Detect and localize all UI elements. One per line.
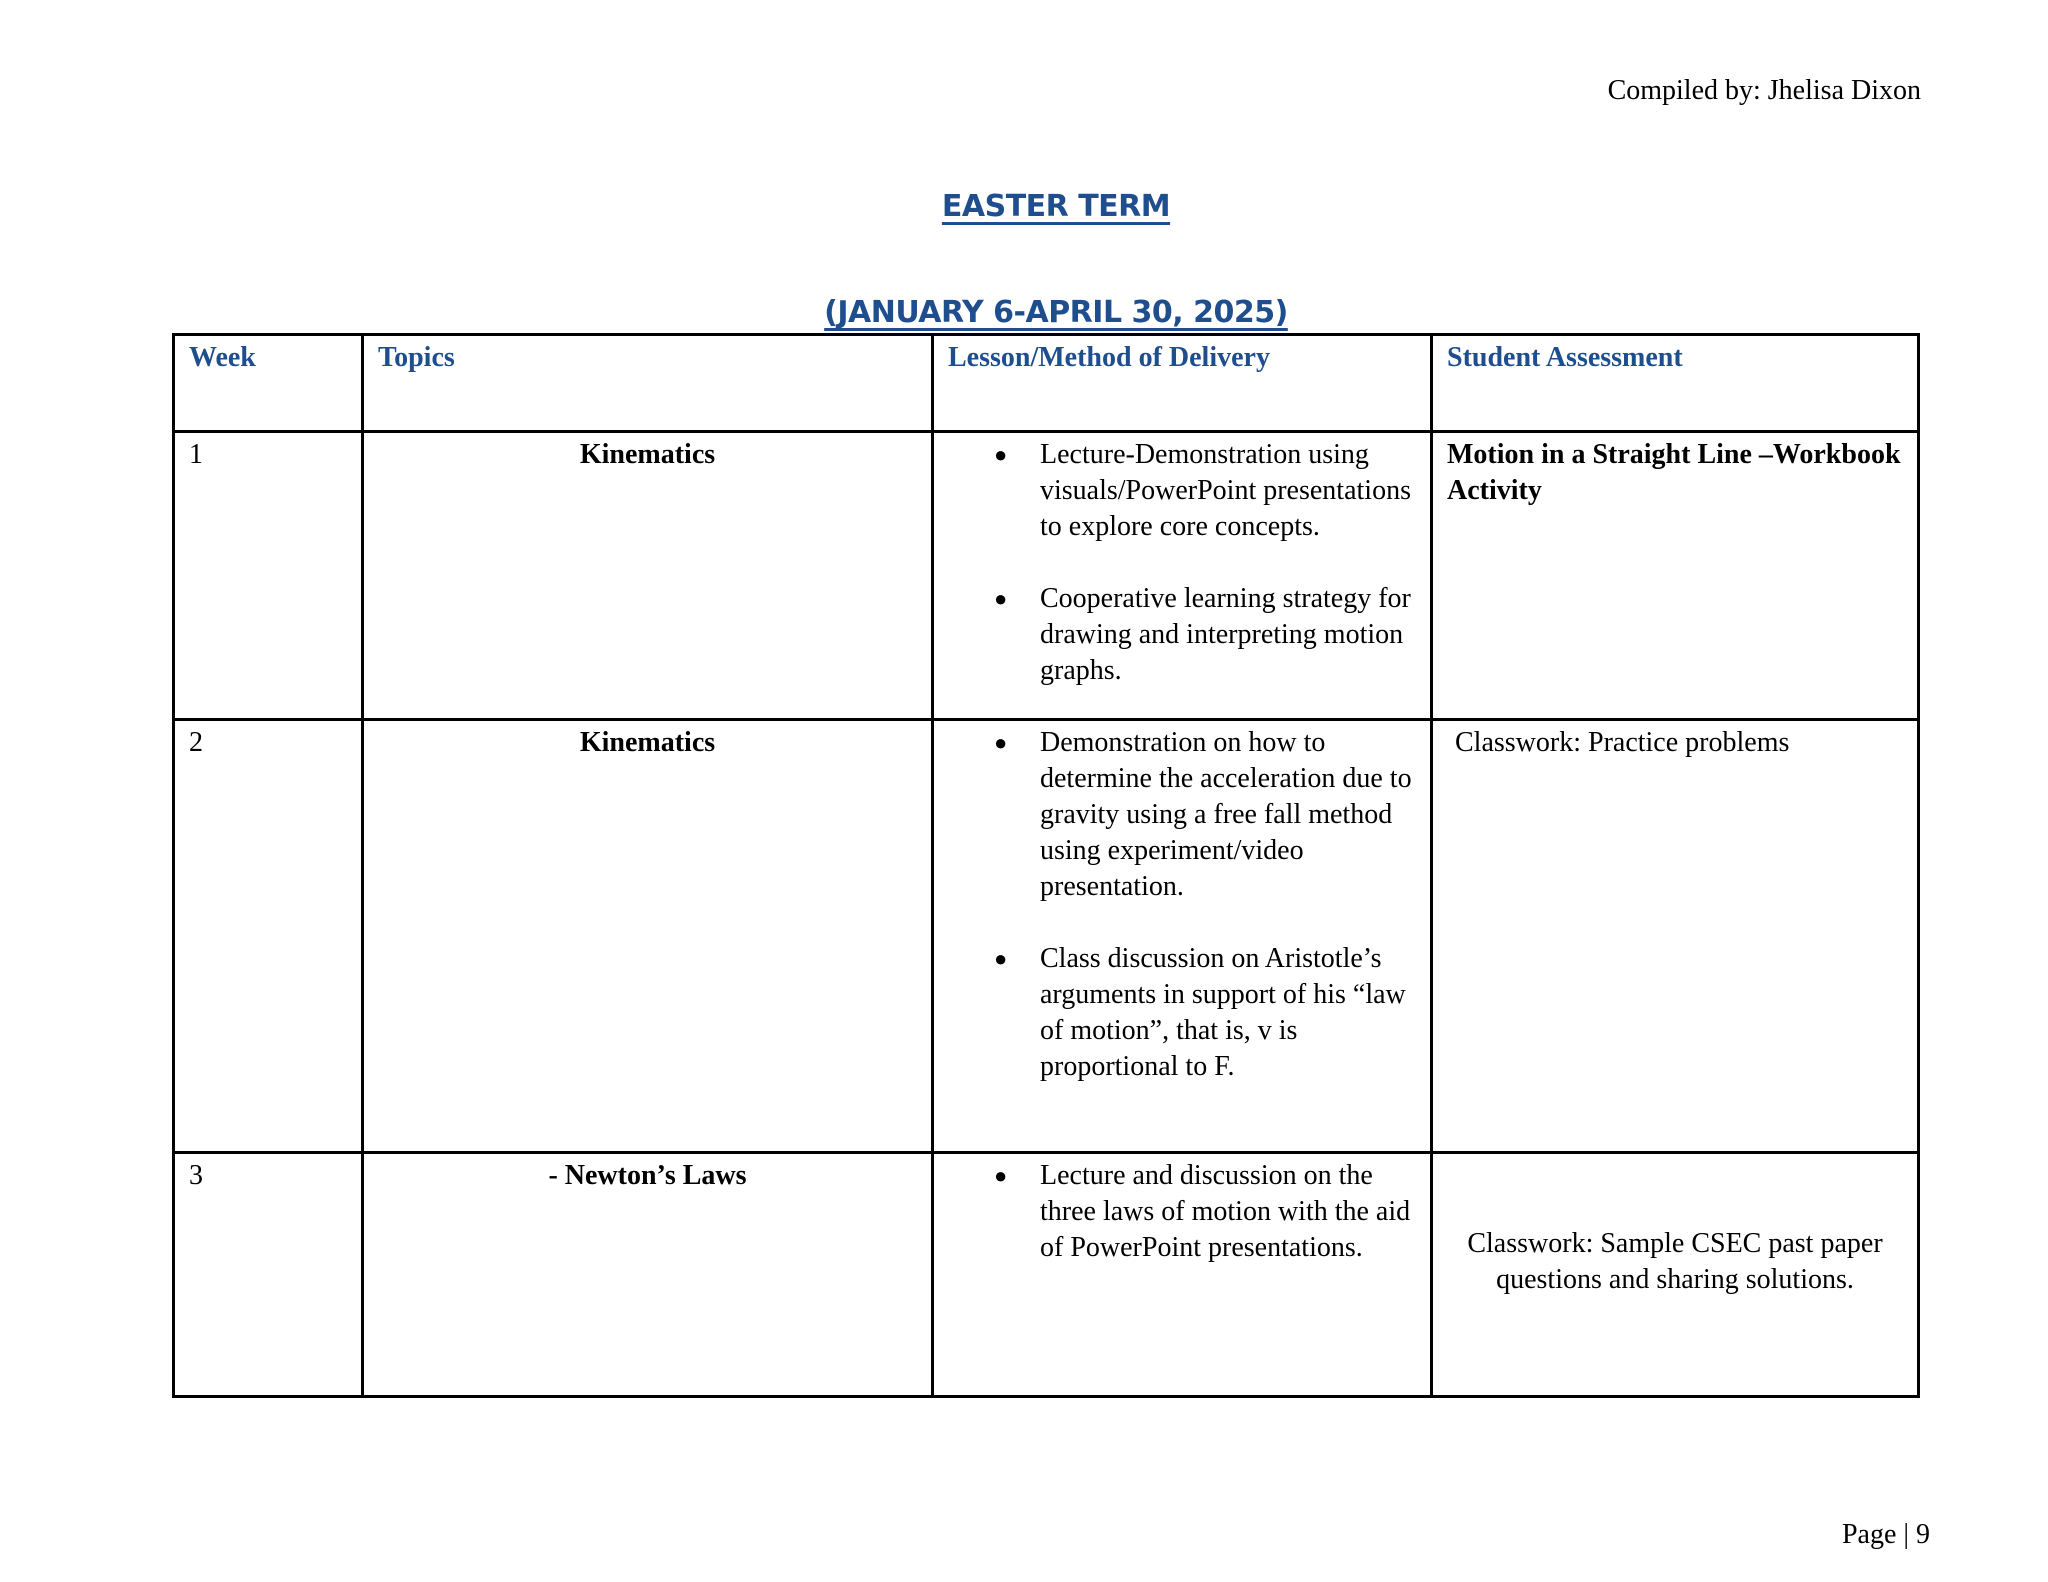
header-week-label: Week — [189, 342, 256, 373]
assessment-cell — [1432, 720, 1919, 1153]
lesson-item — [994, 725, 1416, 905]
topic-text: - Newton’s Laws — [548, 1160, 747, 1191]
lesson-text: Class discussion on Aristotle’s arguments in support of his “law of motion”, that is, v is proportional to F. — [1040, 943, 1406, 1082]
topic-cell — [363, 432, 933, 720]
lesson-list — [934, 1154, 1430, 1266]
assessment-text: Motion in a Straight Line –Workbook Activity — [1447, 439, 1901, 506]
lesson-text: Demonstration on how to determine the acceleration due to gravity using a free fall method using experiment/video presentation. — [1040, 727, 1412, 902]
page-number: Page | 9 — [1841, 1519, 1930, 1550]
bullet-icon: ● — [994, 1163, 1008, 1188]
table-header-row — [174, 335, 1919, 432]
lesson-cell — [933, 720, 1432, 1153]
week-number: 2 — [189, 727, 203, 758]
lesson-item — [994, 581, 1416, 689]
lesson-text: Lecture-Demonstration using visuals/PowerPoint presentations to explore core concepts. — [1040, 439, 1411, 542]
bullet-icon: ● — [994, 730, 1008, 755]
lesson-text: Cooperative learning strategy for drawing and interpreting motion graphs. — [1040, 583, 1411, 686]
week-number: 3 — [189, 1160, 203, 1191]
header-assessment-label: Student Assessment — [1447, 342, 1683, 373]
header-assessment — [1432, 335, 1919, 432]
table-row — [174, 1153, 1919, 1397]
assessment-cell — [1432, 1153, 1919, 1397]
header-topics-label: Topics — [378, 342, 455, 373]
week-cell — [174, 720, 363, 1153]
term-dates: (JANUARY 6-APRIL 30, 2025) — [824, 295, 1288, 330]
lesson-item — [994, 1158, 1416, 1266]
header-lesson — [933, 335, 1432, 432]
week-number: 1 — [189, 439, 203, 470]
topic-cell — [363, 1153, 933, 1397]
header-week — [174, 335, 363, 432]
week-cell — [174, 1153, 363, 1397]
bullet-icon: ● — [994, 586, 1008, 611]
lesson-list — [934, 433, 1430, 689]
lesson-cell — [933, 1153, 1432, 1397]
topic-cell — [363, 720, 933, 1153]
assessment-text: Classwork: Practice problems — [1455, 727, 1790, 758]
lesson-item — [994, 941, 1416, 1085]
topic-text: Kinematics — [579, 727, 716, 758]
compiled-by: Compiled by: Jhelisa Dixon — [1607, 75, 1921, 106]
week-cell — [174, 432, 363, 720]
header-topics — [363, 335, 933, 432]
lesson-cell — [933, 432, 1432, 720]
header-lesson-label: Lesson/Method of Delivery — [948, 342, 1270, 373]
bullet-icon: ● — [994, 946, 1008, 971]
lesson-item — [994, 437, 1416, 545]
topic-text: Kinematics — [579, 439, 716, 470]
scheme-of-work-table — [172, 333, 1920, 1398]
table-row — [174, 720, 1919, 1153]
assessment-text: Classwork: Sample CSEC past paper questions and sharing solutions. — [1467, 1228, 1883, 1295]
table-row — [174, 432, 1919, 720]
lesson-list — [934, 721, 1430, 1085]
term-title: EASTER TERM — [941, 189, 1171, 224]
bullet-icon: ● — [994, 442, 1008, 467]
assessment-cell — [1432, 432, 1919, 720]
lesson-text: Lecture and discussion on the three laws of motion with the aid of PowerPoint presentations. — [1040, 1160, 1411, 1263]
